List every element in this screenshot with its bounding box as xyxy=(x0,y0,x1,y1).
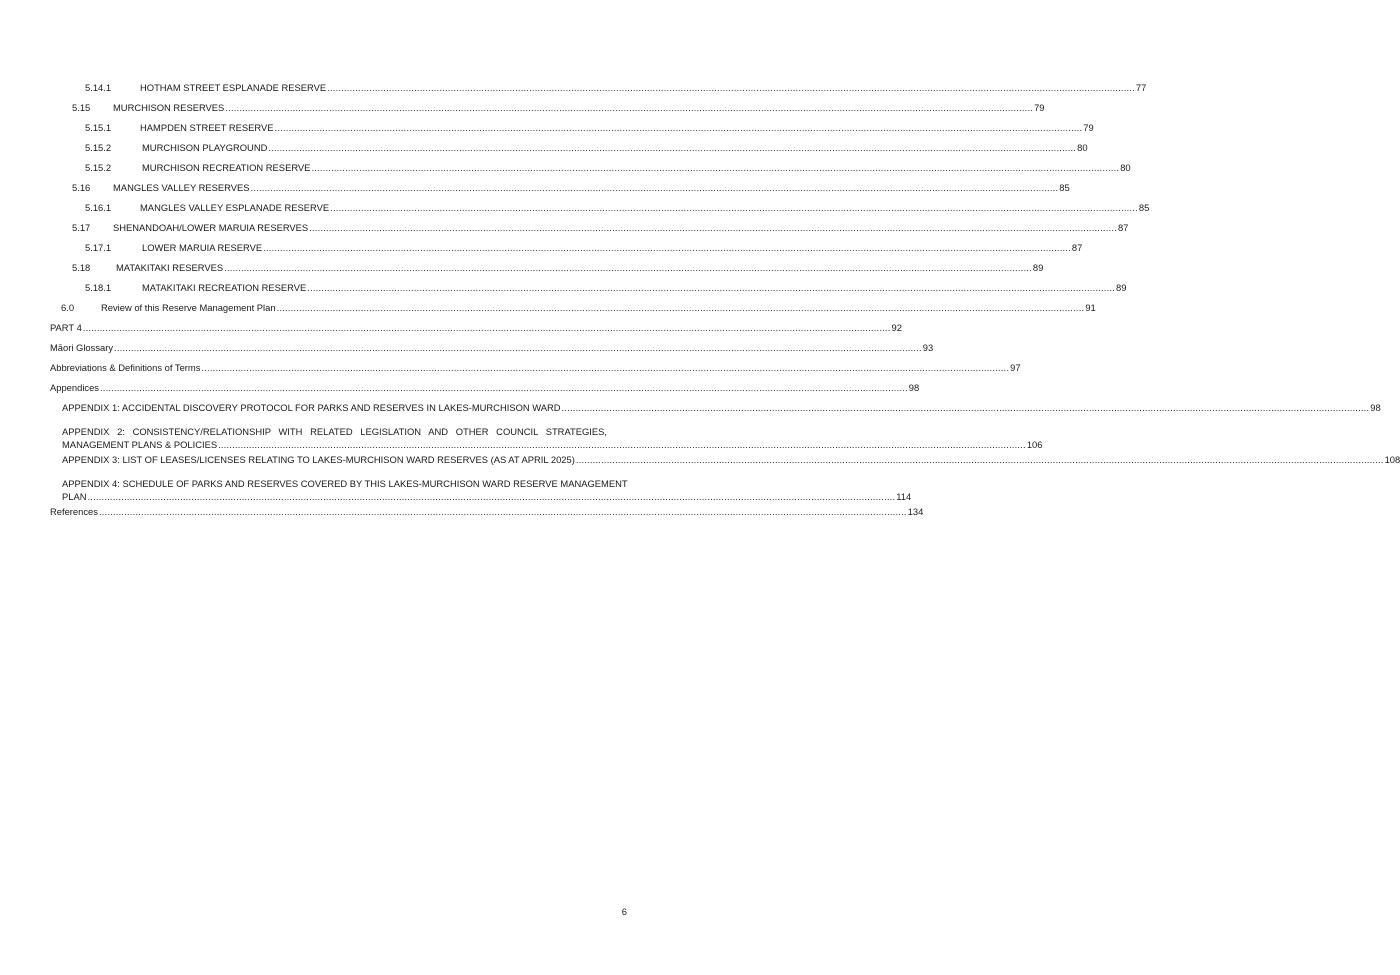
toc-entry-number: 5.17.1 xyxy=(85,242,112,253)
toc-entry-5-17-1[interactable] xyxy=(50,242,1083,262)
toc-entry-appendix-2[interactable] xyxy=(50,425,1043,452)
toc-entry-title: MURCHISON RECREATION RESERVE xyxy=(142,162,311,173)
toc-entry-number: 5.15.2 xyxy=(85,142,112,153)
dot-leader xyxy=(277,302,1085,314)
toc-entry-title: MANGLES VALLEY RESERVES xyxy=(113,182,250,193)
toc-entry-page: 134 xyxy=(907,506,924,517)
toc-entry-title: MATAKITAKI RESERVES xyxy=(116,262,224,273)
toc-entry-number: 5.18 xyxy=(72,262,91,273)
toc-entry-page: 77 xyxy=(1135,82,1147,93)
toc-entry-number: 5.15.1 xyxy=(85,122,112,133)
toc-entry-number: 5.15 xyxy=(72,102,91,113)
toc-entry-title-line2-row xyxy=(62,490,912,504)
toc-entry-page: 97 xyxy=(1010,362,1021,373)
dot-leader xyxy=(100,382,908,394)
toc-entry-title: PART 4 xyxy=(50,322,82,333)
toc-entry-title-line2-row xyxy=(62,438,1043,452)
toc-entry-title: LOWER MARUIA RESERVE xyxy=(142,242,263,253)
toc-entry-title: SHENANDOAH/LOWER MARUIA RESERVES xyxy=(113,222,309,233)
toc-entry-appendix-4[interactable] xyxy=(50,477,912,504)
toc-entry-title: Māori Glossary xyxy=(50,342,114,353)
toc-entry-number: 5.17 xyxy=(72,222,91,233)
toc-entry-page: 91 xyxy=(1085,302,1096,313)
dot-leader xyxy=(275,122,1083,134)
toc-entry-5-17[interactable] xyxy=(50,222,1129,242)
toc-entry-page: 87 xyxy=(1071,242,1083,253)
toc-entry-page: 98 xyxy=(1370,402,1381,413)
toc-entry-number: 5.16 xyxy=(72,182,91,193)
dot-leader xyxy=(562,402,1370,414)
toc-entry-page: 114 xyxy=(896,491,912,502)
toc-entry-abbreviations[interactable] xyxy=(50,362,1021,382)
toc-entry-page: 93 xyxy=(922,342,934,353)
toc-entry-title: APPENDIX 3: LIST OF LEASES/LICENSES RELATING TO LAKES-MURCHISON WARD RESERVES (AS AT APRIL 2025) xyxy=(62,454,575,465)
toc-entry-page: 89 xyxy=(1032,262,1044,273)
dot-leader xyxy=(88,490,896,503)
toc-entry-maori-glossary[interactable] xyxy=(50,342,934,362)
toc-entry-5-18[interactable] xyxy=(50,262,1044,282)
dot-leader xyxy=(576,454,1384,466)
dot-leader xyxy=(263,242,1071,254)
toc-entry-title-line1: APPENDIX 4: SCHEDULE OF PARKS AND RESERVES COVERED BY THIS LAKES-MURCHISON WARD RESERVE MANAGEMENT xyxy=(62,478,628,489)
dot-leader xyxy=(307,282,1115,294)
toc-entry-number: 5.15.2 xyxy=(85,162,112,173)
toc-entry-title: References xyxy=(50,506,98,517)
toc-entry-appendices[interactable] xyxy=(50,382,920,402)
toc-entry-title: Review of this Reserve Management Plan xyxy=(101,302,276,313)
toc-entry-page: 79 xyxy=(1083,122,1094,133)
dot-leader xyxy=(218,438,1026,451)
toc-entry-page: 108 xyxy=(1384,454,1400,465)
toc-entry-title: MURCHISON PLAYGROUND xyxy=(142,142,268,153)
dot-leader xyxy=(201,362,1009,374)
toc-entry-5-15-2-playground[interactable] xyxy=(50,142,1088,162)
toc-entry-appendix-1[interactable] xyxy=(50,402,1381,422)
toc-entry-part-4[interactable] xyxy=(50,322,902,342)
toc-entry-page: 98 xyxy=(908,382,920,393)
toc-entry-page: 79 xyxy=(1034,102,1045,113)
toc-entry-page: 85 xyxy=(1138,202,1150,213)
toc-entry-number: 5.16.1 xyxy=(85,202,112,213)
toc-entry-6-0[interactable] xyxy=(50,302,1096,322)
toc-entry-5-15[interactable] xyxy=(50,102,1045,122)
toc-entry-page: 106 xyxy=(1026,439,1043,450)
toc-entry-5-15-2-recreation[interactable] xyxy=(50,162,1131,182)
toc-entry-title: APPENDIX 1: ACCIDENTAL DISCOVERY PROTOCOL FOR PARKS AND RESERVES IN LAKES-MURCHISON WARD xyxy=(62,402,561,413)
toc-entry-number: 5.14.1 xyxy=(85,82,112,93)
dot-leader xyxy=(327,82,1135,94)
dot-leader xyxy=(83,322,891,334)
toc-entry-page: 80 xyxy=(1077,142,1088,153)
toc-entry-references[interactable] xyxy=(50,506,924,526)
toc-entry-title: Appendices xyxy=(50,382,99,393)
toc-entry-5-16[interactable] xyxy=(50,182,1070,202)
dot-leader xyxy=(99,506,907,518)
toc-entry-title: HOTHAM STREET ESPLANADE RESERVE xyxy=(140,82,327,93)
dot-leader xyxy=(225,102,1033,114)
toc-entry-title: MATAKITAKI RECREATION RESERVE xyxy=(142,282,307,293)
page-number: 6 xyxy=(621,906,627,917)
toc-entry-page: 92 xyxy=(891,322,902,333)
toc-entry-page: 89 xyxy=(1116,282,1127,293)
toc-entry-title-line2: MANAGEMENT PLANS & POLICIES xyxy=(62,439,218,450)
toc-entry-page: 85 xyxy=(1059,182,1070,193)
toc-entry-title: MANGLES VALLEY ESPLANADE RESERVE xyxy=(140,202,330,213)
dot-leader xyxy=(330,202,1138,214)
table-of-contents xyxy=(50,82,1400,526)
toc-entry-title-line1: APPENDIX 2: CONSISTENCY/RELATIONSHIP WITH RELATED LEGISLATION AND OTHER COUNCIL STRATEGIES, xyxy=(62,426,607,437)
toc-entry-title-line2: PLAN xyxy=(62,491,87,502)
toc-entry-page: 80 xyxy=(1120,162,1131,173)
dot-leader xyxy=(114,342,922,354)
dot-leader xyxy=(224,262,1032,274)
toc-entry-5-18-1[interactable] xyxy=(50,282,1127,302)
toc-entry-title: HAMPDEN STREET RESERVE xyxy=(140,122,274,133)
toc-entry-appendix-3[interactable] xyxy=(50,454,1400,474)
toc-entry-number: 6.0 xyxy=(61,302,75,313)
dot-leader xyxy=(251,182,1059,194)
toc-entry-title: Abbreviations & Definitions of Terms xyxy=(50,362,201,373)
toc-entry-5-14-1[interactable] xyxy=(50,82,1147,102)
toc-entry-5-16-1[interactable] xyxy=(50,202,1150,222)
dot-leader xyxy=(309,222,1117,234)
dot-leader xyxy=(311,162,1119,174)
toc-entry-page: 87 xyxy=(1117,222,1129,233)
toc-entry-5-15-1[interactable] xyxy=(50,122,1094,142)
toc-entry-title: MURCHISON RESERVES xyxy=(113,102,225,113)
dot-leader xyxy=(268,142,1076,154)
toc-entry-number: 5.18.1 xyxy=(85,282,112,293)
